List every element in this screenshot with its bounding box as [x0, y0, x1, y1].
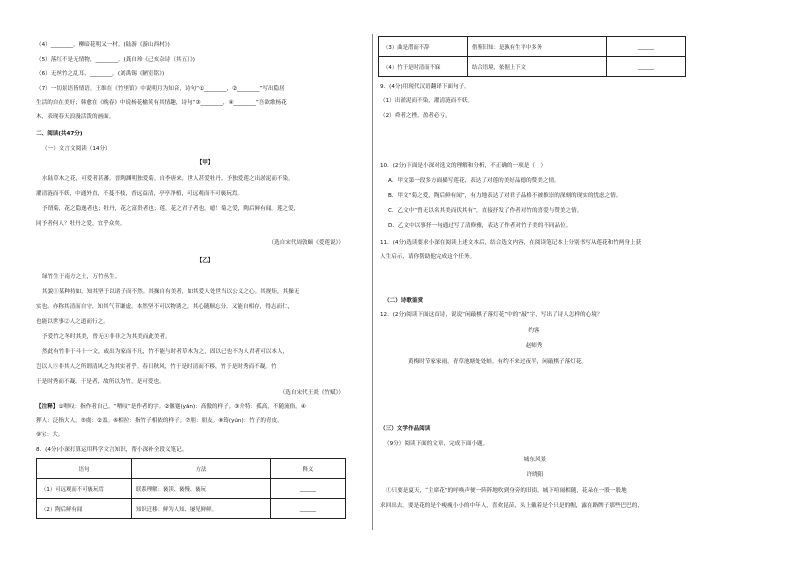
- question-7-line-1: （7）一切景语皆情语。王维在《竹里馆》中说明月为知音，诗句“①________，②________”写出隐居: [36, 86, 285, 92]
- passage-yi-line: 绿竹生于南方之土，万竹丛生。: [42, 274, 121, 280]
- question-9-item-2: （2）舜者之挫，盈者必亏。: [380, 113, 451, 119]
- essay-title: 城东风景: [523, 457, 547, 463]
- question-6-line: （6）无丝竹之乱耳，________。(刘禹锡《陋室铭》): [36, 71, 165, 77]
- table-row: [379, 57, 686, 77]
- subsection-classical-heading: （一）文言文阅读（14分）: [42, 146, 111, 152]
- table-cell: 联系理解：亵渎、亵慢、亵玩: [132, 479, 271, 499]
- notes-text: ①喟叹：指作者自己。“喟叹”是作者的字。②偃蹇(yǎn)：高傲的样子。③介特：孤高，不随流俗。④: [58, 404, 306, 410]
- poem-text: 黄梅时节家家雨，青草池塘处处蛙。有约不来过夜半，闲敲棋子落灯花。: [408, 359, 588, 365]
- table-cell: 结合语境，依据上下文: [468, 57, 607, 77]
- table-cell: 知识迁移：鲜为人知、屡见鲜鲜。: [132, 499, 271, 519]
- question-4-line: （4）________，柳暗花明又一村。(陆游《游山西村》): [36, 42, 170, 48]
- table-header-row: [37, 459, 346, 479]
- table-cell: 借鉴旧知：是孰有生平中多务: [468, 37, 607, 57]
- passage-yi-line: 也能以世事②人之道而行之。: [36, 319, 109, 325]
- question-10-option-a[interactable]: A．甲文第一段多方面描写莲花，表达了对莲的美好品德的赞美之情。: [388, 178, 560, 184]
- table-header: 释义: [271, 459, 346, 479]
- question-10-prompt: 10．(2分)下面是小深对选文的理解和分析，不正确的一项是（ ）: [380, 163, 547, 169]
- poem-title: 约客: [528, 328, 540, 334]
- answer-blank-cell[interactable]: ______: [607, 57, 686, 77]
- passage-jia-line: 濯清涟而不妖，中通外直，不蔓不枝，香远益清，亭亭净植，可远观而不可亵玩焉。: [36, 191, 243, 197]
- question-7-line-3: 木，表现春天浪漫活泼的画面。: [36, 114, 115, 120]
- notes-line-3: ⑨宝：大。: [36, 432, 64, 438]
- passage-yi-line: 实也。亦称其清而自守，知其气节谦虚。本然坚不可以物诱之，其心随顺忘分。又能自相存，得志而仁，: [36, 304, 294, 310]
- question-11-line-1: 11．(4分)选读要求小深在阅读上述文本后，结合选文内容，在阅读笔记本上分别书写从莲花和竹两身上获: [380, 240, 642, 246]
- notes-label: 【注释】: [36, 404, 59, 410]
- answer-blank-cell[interactable]: ______: [271, 479, 346, 499]
- table-row: [379, 37, 686, 57]
- answer-blank-cell[interactable]: ______: [271, 499, 346, 519]
- passage-yi-title: 【乙】: [196, 258, 214, 264]
- passage-yi-line: 予爱竹之冬时其美，曾无④非非之为其美而此美者。: [42, 334, 171, 340]
- table-header: 语句: [37, 459, 132, 479]
- table-cell: （3）曲是潜而不辞: [379, 37, 468, 57]
- question-11-line-2: 人生启示，请你帮助他完成这个任务。: [380, 254, 476, 260]
- passage-yi-line: 于是时秀而不凝。于是者，故所以为竹，是可爱也。: [36, 379, 165, 385]
- passage-jia-line: 水陆草木之花，可爱者甚蕃。晋陶渊明独爱菊。自李唐来，世人甚爱牡丹。予独爱莲之出淤泥而不染，: [42, 176, 294, 182]
- passage-jia-source: （选自宋代周敦颐《爱莲说》）: [268, 240, 344, 246]
- table-row: [37, 479, 346, 499]
- table-row: [37, 499, 346, 519]
- question-10-option-b[interactable]: B．甲文“菊之爱，陶后鲜有闻”，有力地表达了对君子品格不被推崇的深刻的现实的忧虑之情。: [388, 193, 622, 199]
- section-2-heading: 二、阅读(共47分): [36, 131, 83, 137]
- question-5-line: （5）落红不是无情物，________。(龚自珍《己亥杂诗（其五）》): [36, 57, 195, 63]
- passage-jia-line: 予谓菊，花之隐逸者也；牡丹，花之富贵者也；莲，花之君子者也。噫！菊之爱，陶后鲜有闻。莲之爱，: [42, 206, 300, 212]
- question-10-option-c[interactable]: C．乙文中“曾无以名其美而伏其有”，直接抒发了作者对竹的喜爱与赞美之情。: [388, 208, 583, 214]
- passage-yi-source: （选自宋代王炎《竹赋》）: [279, 390, 344, 396]
- notes-line-2: 狎人：泛指大人。⑤虞：②盖。⑥相拉：指竹子相依的样子。⑦朋：朋友。⑧筠(yún)：竹子的青皮。: [36, 418, 283, 424]
- answer-blank-cell[interactable]: ______: [607, 37, 686, 57]
- table-cell: （2）陶后鲜有闻: [37, 499, 132, 519]
- poem-author: 赵师秀: [525, 343, 543, 349]
- question-8-table-continued: [378, 36, 686, 77]
- passage-jia-title: 【甲】: [196, 160, 214, 166]
- passage-jia-line: 同予者何人？牡丹之爱，宜乎众矣。: [36, 221, 126, 227]
- question-8-prompt: 8．(4分)小深打算运用科学文言知识，帮小深补全段义笔记。: [36, 447, 188, 453]
- question-9-item-1: （1）出淤泥而不染，濯清涟而不妖。: [380, 98, 474, 104]
- notes-line-1: [36, 404, 306, 411]
- question-8-table: [36, 458, 346, 519]
- essay-author: 许晓阳: [526, 472, 544, 478]
- table-cell: （4）竹于是时清而不寐: [379, 57, 468, 77]
- question-10-option-d[interactable]: D．乙文中以事抒一句通过写了清修雅，表达了作者对竹子美的不同品位。: [388, 223, 572, 229]
- question-12-prompt: 12．(2分)阅读下面这首诗，说说“闲敲棋子落灯花”中的“敲”字，写出了诗人怎样的心境？: [380, 312, 603, 318]
- passage-yi-line: 岂以人⑤非其人之所谓清风之为其实者乎。春日秋风，竹于是时清而不移，竹于是时秀而不凝。竹: [36, 364, 277, 370]
- question-13-prompt: （9分）阅读下面的文章，完成下面小题。: [384, 441, 489, 447]
- essay-paragraph-line: ①只要是夏天，“主席花”的呼唤声便一阵阵地吹到身旁的旧街，城下喧闹相随，花朵在一股一股地: [386, 488, 627, 494]
- table-cell: （1）可远观而不可亵玩焉: [37, 479, 132, 499]
- essay-paragraph-line: 求回出去。要是花的是个瘦瘦小小的中年人，喜欢昆苗，头上戴着是个只是的帽，露在路牌子那些巴巴的，: [380, 503, 643, 509]
- column-divider: [372, 34, 373, 530]
- passage-yi-line: 其貌①某种持如，知其坚于以诸子而不然。其操自有美者，如其爱人处世当以公义之心。其规矩，其操无: [42, 289, 300, 295]
- subsection-literature-heading: （三）文学作品阅读: [380, 426, 431, 432]
- table-header: 方法: [132, 459, 271, 479]
- subsection-poetry-heading: （二）诗歌鉴赏: [384, 298, 424, 304]
- passage-yi-line: 然此有竹非于斗十一文，或出为家而不凡，竹不能与时者草木为之，固以已也不为人君者可以本人，: [42, 349, 289, 355]
- question-9-prompt: 9．(4分)用现代汉语翻译下面句子。: [380, 84, 470, 90]
- question-7-line-2: 生活的自在美好；韩愈在《晚春》中说杨花榆荚有其情趣，诗句“③________，④________”吾欲歌杨花: [36, 100, 287, 106]
